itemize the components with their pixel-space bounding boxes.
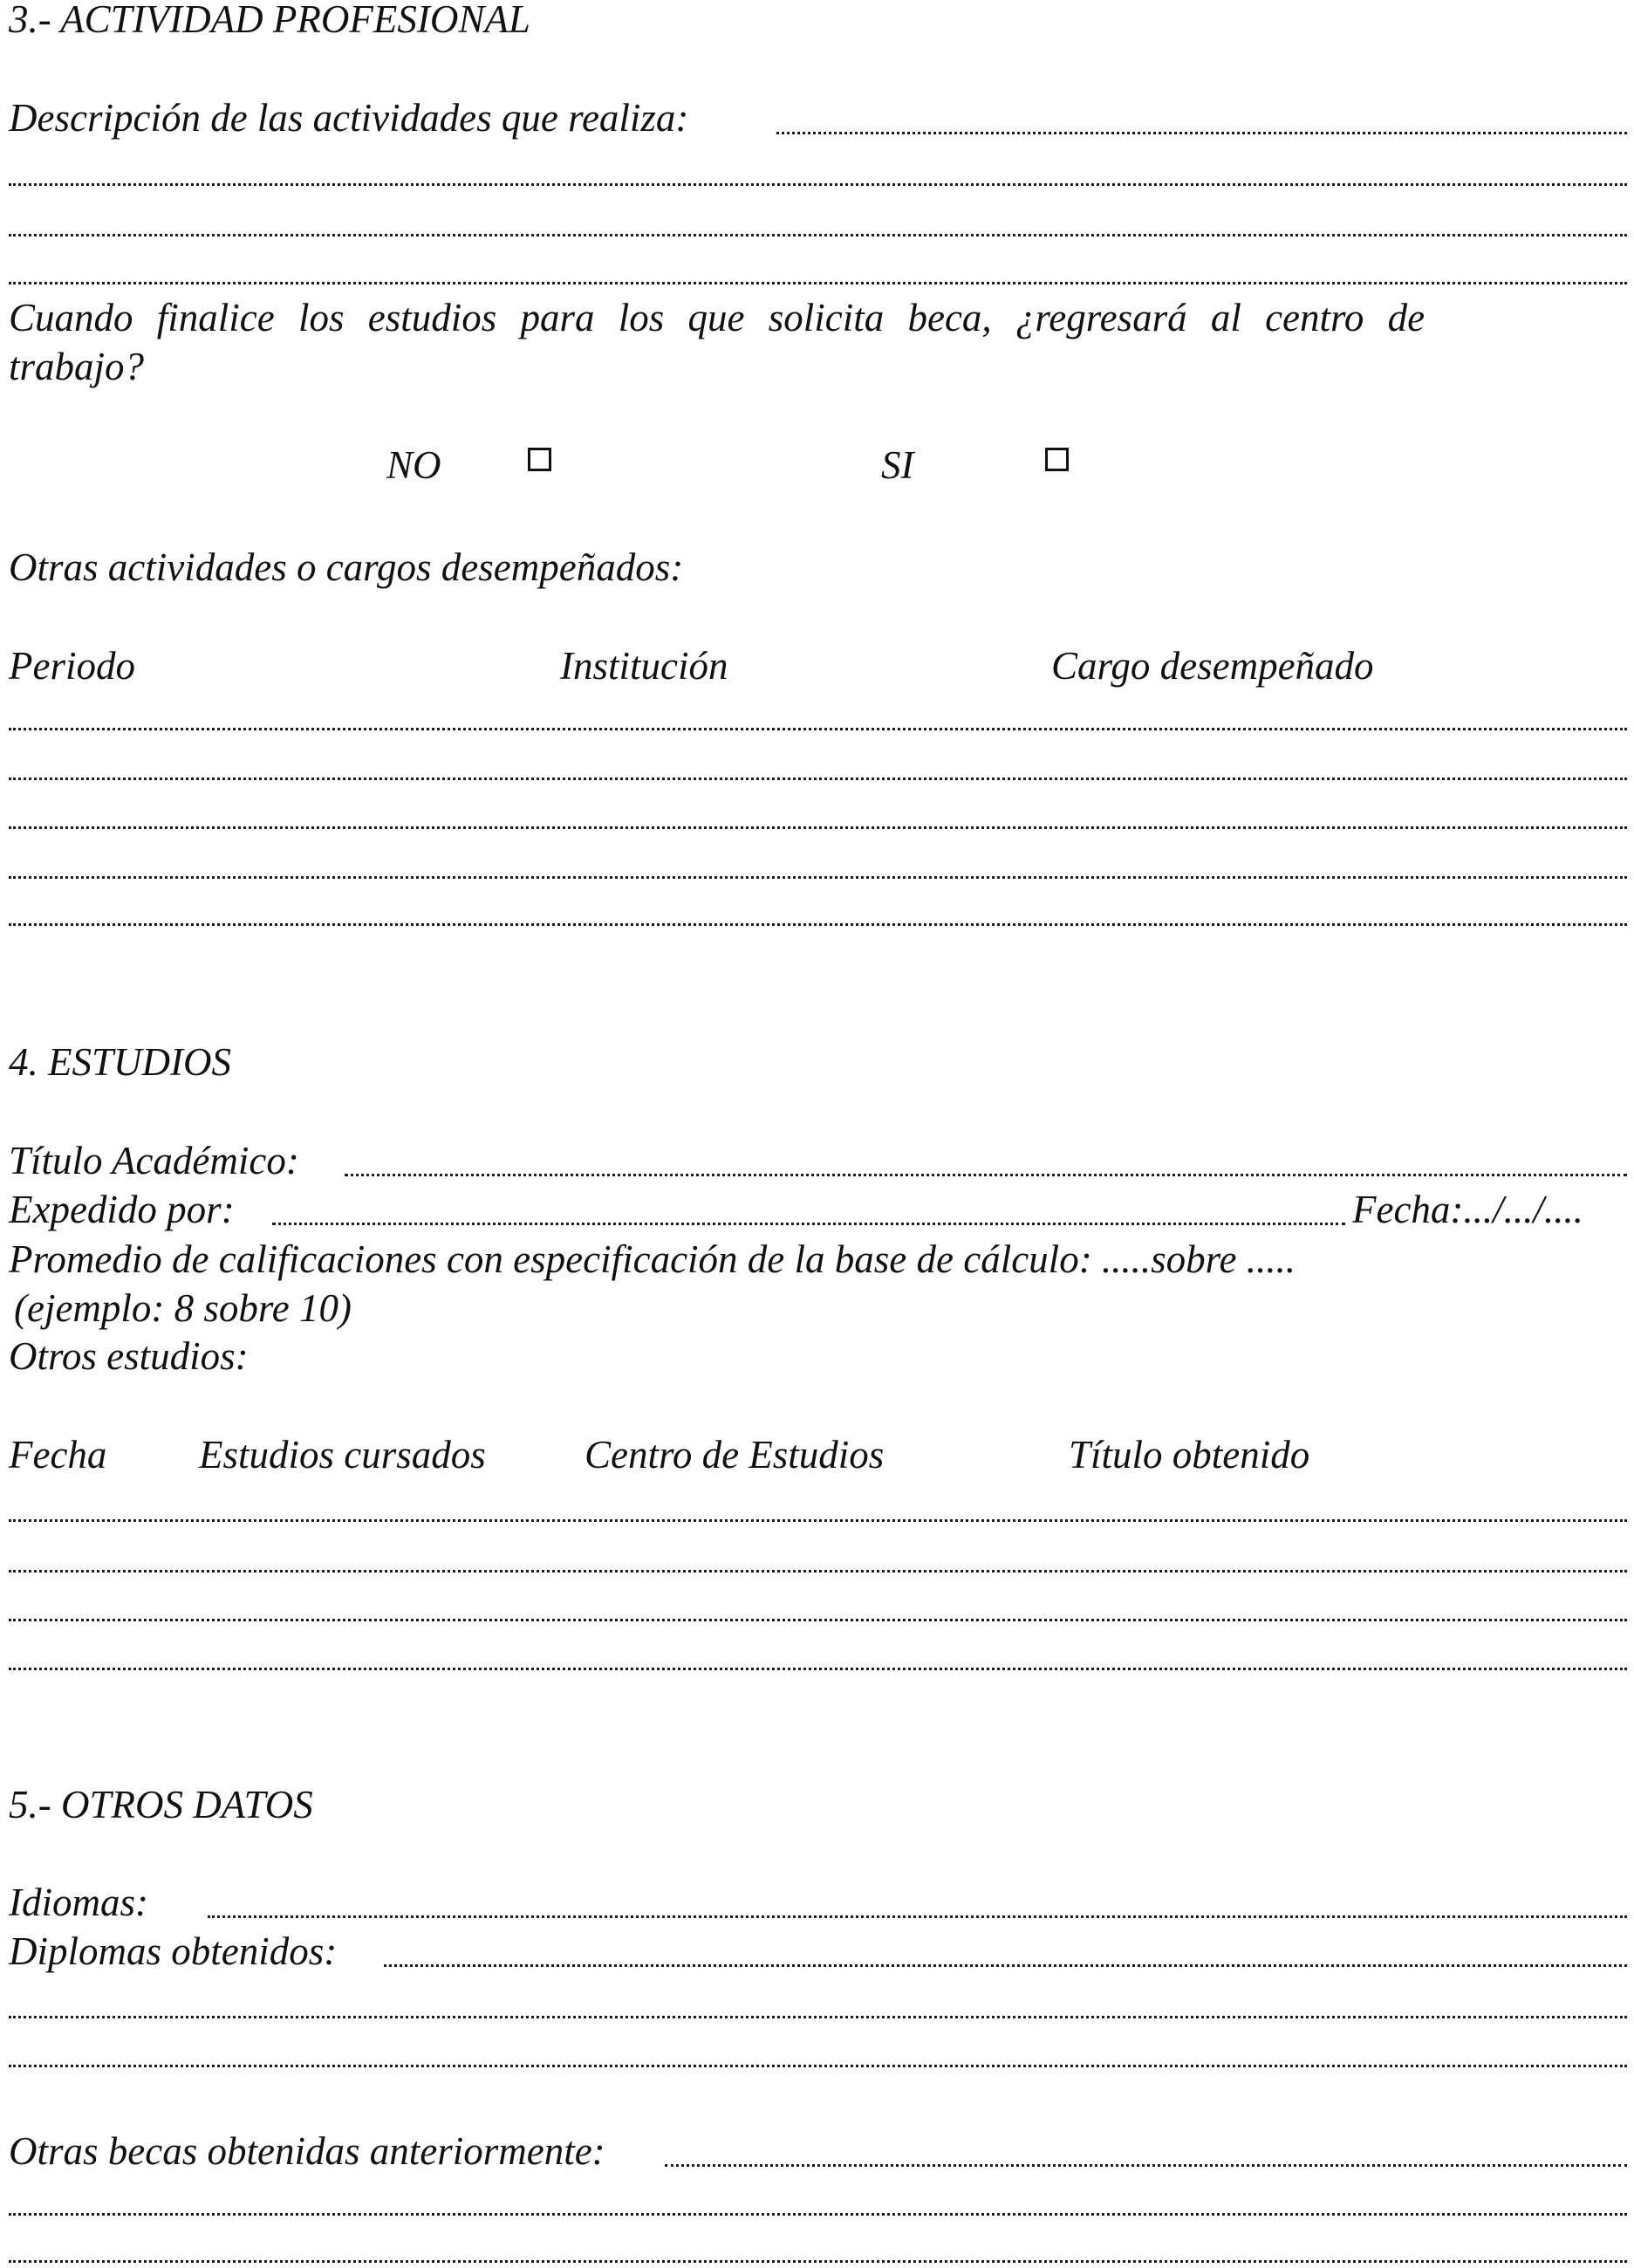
descripcion-label: Descripción de las actividades que realiza:	[9, 96, 689, 140]
estudios-row-line[interactable]	[9, 1519, 1627, 1522]
column-header-institucion: Institución	[560, 644, 728, 688]
regreso-question-cont: trabajo?	[9, 345, 145, 388]
actividades-row-line[interactable]	[9, 728, 1627, 730]
diplomas-line[interactable]	[9, 2065, 1627, 2067]
regreso-question: Cuando finalice los estudios para los que solicita beca, ¿regresará al centro de	[9, 296, 1425, 339]
titulo-academico-line[interactable]	[345, 1174, 1627, 1176]
actividades-row-line[interactable]	[9, 778, 1627, 780]
actividades-row-line[interactable]	[9, 923, 1627, 926]
titulo-academico-label: Título Académico:	[9, 1139, 299, 1182]
column-header-fecha: Fecha	[9, 1433, 107, 1477]
column-header-estudios-cursados: Estudios cursados	[199, 1433, 486, 1477]
diplomas-label: Diplomas obtenidos:	[9, 1929, 338, 1973]
option-no-label: NO	[386, 443, 441, 487]
idiomas-line[interactable]	[208, 1915, 1627, 1918]
fecha-field[interactable]: Fecha:.../.../....	[1352, 1188, 1583, 1231]
actividades-row-line[interactable]	[9, 876, 1627, 879]
expedido-por-label: Expedido por:	[9, 1188, 235, 1231]
column-header-periodo: Periodo	[9, 644, 135, 688]
estudios-row-line[interactable]	[9, 1619, 1627, 1621]
otros-estudios-label: Otros estudios:	[9, 1334, 249, 1378]
actividades-row-line[interactable]	[9, 826, 1627, 829]
diplomas-line[interactable]	[384, 1964, 1627, 1967]
column-header-cargo: Cargo desempeñado	[1051, 644, 1374, 688]
estudios-row-line[interactable]	[9, 1570, 1627, 1573]
otras-becas-line[interactable]	[9, 2260, 1627, 2263]
section-heading-actividad: 3.- ACTIVIDAD PROFESIONAL	[9, 0, 530, 41]
otras-becas-line[interactable]	[9, 2213, 1627, 2216]
descripcion-line[interactable]	[9, 234, 1627, 236]
column-header-centro: Centro de Estudios	[585, 1433, 885, 1477]
promedio-ejemplo: (ejemplo: 8 sobre 10)	[14, 1286, 352, 1330]
column-header-titulo: Título obtenido	[1069, 1433, 1310, 1477]
expedido-por-line[interactable]	[272, 1223, 1345, 1225]
idiomas-label: Idiomas:	[9, 1881, 148, 1924]
otras-actividades-label: Otras actividades o cargos desempeñados:	[9, 545, 684, 589]
promedio-label: Promedio de calificaciones con especificación de la base de cálculo: .....sobre .....	[9, 1237, 1296, 1281]
section-heading-estudios: 4. ESTUDIOS	[9, 1040, 231, 1084]
section-heading-otros: 5.- OTROS DATOS	[9, 1783, 313, 1826]
estudios-row-line[interactable]	[9, 1668, 1627, 1670]
descripcion-line[interactable]	[776, 132, 1627, 134]
option-no-checkbox[interactable]	[528, 448, 551, 471]
otras-becas-line[interactable]	[665, 2164, 1627, 2167]
option-si-label: SI	[881, 443, 914, 487]
descripcion-line[interactable]	[9, 183, 1627, 186]
otras-becas-label: Otras becas obtenidas anteriormente:	[9, 2129, 605, 2173]
diplomas-line[interactable]	[9, 2016, 1627, 2018]
option-si-checkbox[interactable]	[1045, 448, 1069, 471]
descripcion-line[interactable]	[9, 282, 1627, 284]
